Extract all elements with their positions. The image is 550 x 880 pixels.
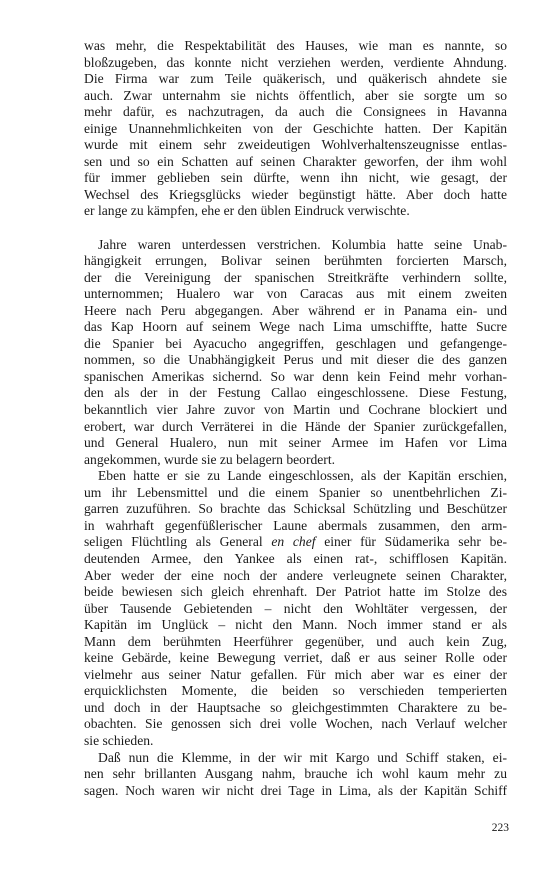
text-line: sie schieden.	[84, 732, 154, 748]
text-line: erobert, war durch Verräterei in die Hände der Spanier zurückgefallen,	[84, 418, 507, 434]
text-line: bloßzugeben, das konnte nicht verziehen werden, verdiente Ahndung.	[84, 54, 507, 70]
body-text	[84, 38, 507, 799]
text-line: in wahrhaft gegenfüßlerischer Laune abermals zusammen, den arm-	[84, 517, 507, 533]
text-line: vielmehr aus seiner Natur gefallen. Für mich aber war es einer der	[84, 666, 507, 682]
paragraph	[84, 38, 507, 220]
text-line: die Spanier bei Ayacucho angegriffen, geschlagen und gefangenge-	[84, 335, 507, 351]
text-line: angekommen, wurde sie zu belagern beordert.	[84, 451, 336, 467]
text-line: Kapitän im Unglück – nicht den Mann. Noch immer stand er als	[84, 617, 507, 633]
text-line: Jahre waren unterdessen verstrichen. Kolumbia hatte seine Unab-	[98, 236, 507, 252]
text-line: spanischen Amerikas sichernd. So war denn kein Feind mehr vorhan-	[84, 368, 507, 384]
text-line: das Kap Hoorn auf seinem Wege nach Lima umschiffte, hatte Sucre	[84, 319, 507, 335]
text-line: Eben hatte er sie zu Lande eingeschlossen, als der Kapitän erschien,	[98, 468, 507, 484]
text-line: wurde mit einem sehr zweideutigen Wohlverhaltenszeugnisse entlas-	[84, 137, 507, 153]
text-line: Mann dem berühmten Heerführer gegenüber, und auch kein Zug,	[84, 633, 507, 649]
text-line: und doch in der Hauptsache so gleichgestimmten Charaktere zu be-	[84, 699, 507, 715]
italic-phrase: en chef	[271, 534, 316, 550]
text-line: nommen, so die Unabhängigkeit Perus und mit dieser die des ganzen	[84, 352, 507, 368]
text-line: seligen Flüchtling als General en chef einer für Südamerika sehr be-	[84, 534, 508, 550]
text-line: Daß nun die Klemme, in der wir mit Kargo und Schiff staken, ei-	[98, 749, 507, 765]
text-line: der die Vereinigung der spanischen Streitkräfte verhindern sollte,	[84, 269, 507, 285]
text-line: für immer geblieben sein dürfte, wenn ihn nicht, wie gesagt, der	[84, 170, 507, 186]
paragraph	[84, 468, 507, 749]
text-line: Aber weder der eine noch der andere verleugnete seinen Charakter,	[84, 567, 507, 583]
text-line: sagen. Noch waren wir nicht drei Tage in Lima, als der Kapitän Schiff	[84, 782, 507, 798]
text-line: über Tausende Gebietenden – nicht den Wohltäter vergessen, der	[84, 600, 507, 616]
paragraph-gap	[84, 220, 507, 237]
text-line: obachten. Sie genossen sich drei volle Wochen, nach Verlauf welcher	[84, 716, 507, 732]
text-line: erquicklichsten Momente, die beiden so verschieden temperierten	[84, 683, 507, 699]
text-line: hängigkeit errungen, Bolivar seinen berühmten forcierten Marsch,	[84, 253, 507, 269]
text-line: Wechsel des Kriegsglücks wieder begünstigt hätte. Aber doch hatte	[84, 186, 507, 202]
paragraph	[84, 237, 507, 469]
text-line: was mehr, die Respektabilität des Hauses, wie man es nannte, so	[84, 38, 507, 53]
text-line: einige Unannehmlichkeiten von der Geschichte hatten. Der Kapitän	[84, 120, 507, 136]
paragraph	[84, 750, 507, 800]
text-line: beide bewiesen sich gleich ehrenhaft. Der Patriot hatte im Stolze des	[84, 584, 507, 600]
text-line: Die Firma war zum Teile quäkerisch, und quäkerisch ahndete sie	[84, 71, 507, 87]
text-line: er lange zu kämpfen, ehe er den üblen Eindruck verwischte.	[84, 203, 410, 219]
text-line: keine Gebärde, keine Bewegung verriet, daß er aus seiner Rolle oder	[84, 650, 507, 666]
text-line: und General Hualero, nun mit seiner Armee im Hafen vor Lima	[84, 435, 507, 451]
text-line: auch. Zwar unternahm sie nichts öffentlich, aber sie sorgte um so	[84, 87, 507, 103]
text-line: mehr dafür, es nachzutragen, da auch die Consignees in Havanna	[84, 104, 507, 120]
text-line: Heere nach Peru abgegangen. Aber während er in Panama ein- und	[84, 302, 507, 318]
text-line: garren zuzuführen. So brachte das Schicksal Schützling und Beschützer	[84, 501, 507, 517]
text-line: den als der in der Festung Callao eingeschlossene. Diese Festung,	[84, 385, 507, 401]
page-number: 223	[491, 822, 509, 834]
text-line: deutenden Armee, den Yankee als einen rat-, schifflosen Kapitän.	[84, 550, 507, 566]
text-line: sen und so ein Schatten auf seinen Charakter geworfen, der ihm wohl	[84, 153, 507, 169]
text-line: nen sehr brillanten Ausgang nahm, brauche ich wohl kaum mehr zu	[84, 766, 507, 782]
text-line: unternommen; Hualero war von Caracas aus mit einem zweiten	[84, 286, 507, 302]
text-line: um ihr Lebensmittel und die einem Spanier so unentbehrlichen Zi-	[84, 484, 507, 500]
text-line: bekanntlich vier Jahre zuvor von Martin und Cochrane blockiert und	[84, 402, 507, 418]
